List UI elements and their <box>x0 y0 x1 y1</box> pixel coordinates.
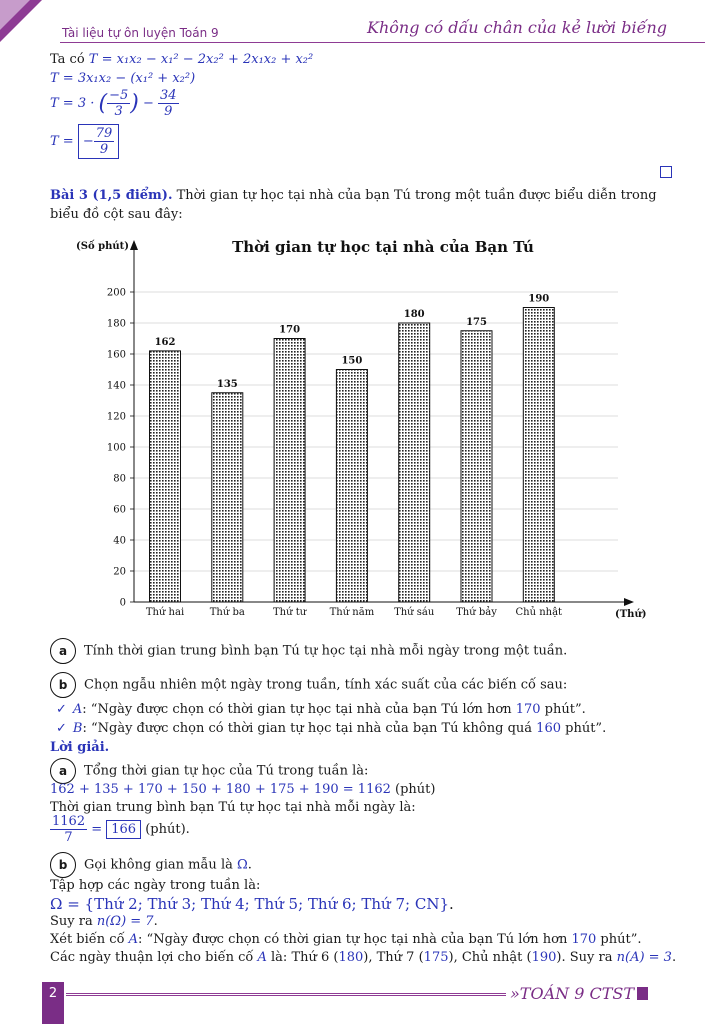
problem-text: Thời gian tự học tại nhà của bạn Tú trong một tuần được biểu diễn trong biểu đồ cột sau đây: <box>50 188 657 222</box>
solution-a-avg-intro: Thời gian trung bình bạn Tú tự học tại nhà mỗi ngày là: <box>50 800 416 815</box>
favorable-value-2: 175 <box>423 950 449 965</box>
fraction-denominator: 7 <box>64 830 73 845</box>
book-icon <box>637 987 648 1000</box>
favorable-prefix: Các ngày thuận lợi cho biến cố <box>50 950 258 965</box>
solution-b-badge: b <box>50 852 76 878</box>
prev-line-3 <box>50 88 179 119</box>
event-a-number: 170 <box>571 932 597 947</box>
x-tick-label: Thứ năm <box>329 607 375 618</box>
x-tick-label: Thứ hai <box>145 607 185 618</box>
event-b-item <box>50 721 606 736</box>
data-label: 180 <box>403 309 425 320</box>
prev-line-2: T = 3x₁x₂ − (x₁² + x₂²) <box>50 71 196 86</box>
fraction-34-9 <box>158 88 179 119</box>
question-b <box>50 672 567 698</box>
prev-line-1 <box>50 52 313 67</box>
question-a <box>50 638 567 664</box>
fraction-denominator: 9 <box>164 104 173 119</box>
favorable-text-2: ), Thứ 7 ( <box>363 950 424 965</box>
favorable-var: A <box>257 950 267 965</box>
question-b-text: Chọn ngẫu nhiên một ngày trong tuần, tính xác suất của các biến cố sau: <box>84 677 568 693</box>
event-b-text-end: phút”. <box>561 721 607 736</box>
solution-a-badge: a <box>50 758 76 784</box>
solution-b-set <box>50 895 454 913</box>
y-tick-label: 20 <box>113 566 126 578</box>
fraction-numerator: 34 <box>160 88 177 103</box>
data-label: 170 <box>279 324 301 336</box>
chart-x-axis-label: (Thứ) <box>615 609 647 620</box>
event-a-prefix: Xét biến cố <box>50 932 129 947</box>
data-label: 135 <box>216 378 238 390</box>
page-number: 2 <box>42 982 64 1024</box>
favorable-text-1: là: Thứ 6 ( <box>266 950 339 965</box>
sample-space-dot: . <box>449 895 454 913</box>
event-a-description: : “Ngày được chọn có thời gian tự học tại nhà của bạn Tú lớn hơn <box>138 932 572 947</box>
event-b-var: B <box>72 721 83 736</box>
chart-bars <box>150 294 555 603</box>
fraction-1162-7 <box>50 814 87 845</box>
solution-b-set-intro: Tập hợp các ngày trong tuần là: <box>50 878 261 893</box>
paren-close: ) <box>130 91 139 116</box>
boxed-result <box>78 124 119 159</box>
solution-a-sum-math: 162 + 135 + 170 + 150 + 180 + 175 + 190 = 1162 <box>50 782 391 797</box>
event-b-text: : “Ngày được chọn có thời gian tự học tại nhà của bạn Tú không quá <box>82 721 537 736</box>
y-axis-arrow-icon <box>130 240 138 250</box>
chart-y-axis-label: (Số phút) <box>76 241 129 252</box>
y-tick-label: 140 <box>106 380 126 392</box>
fraction-numerator: 79 <box>95 126 113 141</box>
x-tick-label: Thứ sáu <box>394 607 435 618</box>
minus-sign: − <box>138 96 159 111</box>
chart-title: Thời gian tự học tại nhà của Bạn Tú <box>232 238 534 256</box>
event-a-var: A <box>72 702 83 717</box>
footer-divider <box>66 993 506 996</box>
solution-a-intro-text: Tổng thời gian tự học của Tú trong tuần là: <box>84 763 369 779</box>
solution-a-intro <box>50 758 368 784</box>
footer-book-title <box>510 984 648 1003</box>
solution-b-event-a <box>50 932 641 947</box>
bar-chart <box>60 228 660 628</box>
x-tick-label: Thứ bảy <box>456 607 497 618</box>
x-tick-label: Chủ nhật <box>515 607 563 618</box>
solution-b-intro <box>50 852 252 878</box>
n-a-math: n(A) = 3 <box>616 950 672 965</box>
prev-line-3-prefix: T = 3 · <box>50 96 99 111</box>
n-omega-math: n(Ω) = 7 <box>96 914 154 929</box>
prev-line-4-prefix: T = <box>50 134 78 149</box>
fraction-denominator: 9 <box>99 142 109 157</box>
y-tick-label: 40 <box>113 535 126 547</box>
favorable-text-4: ). Suy ra <box>556 950 617 965</box>
corner-decoration-inner <box>0 0 30 30</box>
fraction-denominator: 3 <box>114 104 123 119</box>
bar <box>150 351 181 602</box>
question-a-text: Tính thời gian trung bình bạn Tú tự học tại nhà mỗi ngày trong một tuần. <box>84 643 568 659</box>
y-tick-label: 0 <box>119 597 126 609</box>
y-tick-label: 200 <box>106 287 126 299</box>
event-a-number: 170 <box>515 702 541 717</box>
y-tick-label: 100 <box>106 442 126 454</box>
omega-symbol: Ω <box>236 857 248 873</box>
paren-open: ( <box>98 91 108 116</box>
favorable-end: . <box>671 950 677 965</box>
footer-book-title-text: »TOÁN 9 CTST <box>510 984 635 1003</box>
solution-a-sum <box>50 782 435 797</box>
event-b-number: 160 <box>536 721 561 736</box>
header-left-title: Tài liệu tự ôn luyện Toán 9 <box>62 26 219 40</box>
fraction-neg5-3 <box>107 88 130 119</box>
y-tick-label: 60 <box>113 504 126 516</box>
fraction-numerator: 1162 <box>52 814 86 829</box>
bar <box>523 308 554 603</box>
sample-space-set: Ω = {Thứ 2; Thứ 3; Thứ 4; Thứ 5; Thứ 6; Thứ 7; CN} <box>50 895 449 913</box>
event-a-text: : “Ngày được chọn có thời gian tự học tại nhà của bạn Tú lớn hơn <box>82 702 516 717</box>
bar <box>274 339 305 603</box>
favorable-value-3: 190 <box>531 950 557 965</box>
checkmark-icon: ✓ <box>56 721 67 736</box>
x-axis-arrow-icon <box>624 598 634 606</box>
boxed-average-result: 166 <box>106 820 141 839</box>
x-tick-label: Thứ tư <box>272 607 307 618</box>
question-a-badge: a <box>50 638 76 664</box>
event-a-text-end: phút”. <box>540 702 586 717</box>
x-tick-label: Thứ ba <box>209 607 245 618</box>
solution-b-n-omega <box>50 914 158 929</box>
header-right-motto: Không có dấu chân của kẻ lười biếng <box>367 18 667 37</box>
problem-statement <box>50 186 675 224</box>
bar <box>461 331 492 602</box>
favorable-value-1: 180 <box>338 950 364 965</box>
favorable-text-3: ), Chủ nhật ( <box>448 950 532 965</box>
chart-axes <box>107 240 634 618</box>
qed-square-icon <box>660 166 672 178</box>
data-label: 190 <box>528 293 550 305</box>
checkmark-icon: ✓ <box>56 702 67 717</box>
data-label: 175 <box>466 316 487 328</box>
fraction-79-9 <box>94 126 115 157</box>
result-sign: − <box>82 134 94 149</box>
n-omega-end: . <box>153 914 158 929</box>
event-a-item <box>50 702 586 717</box>
fraction-numerator: −5 <box>109 88 129 103</box>
y-tick-label: 80 <box>113 473 126 485</box>
n-omega-prefix: Suy ra <box>50 914 97 929</box>
prev-line-1-math: T = x₁x₂ − x₁² − 2x₂² + 2x₁x₂ + x₂² <box>88 52 314 67</box>
y-tick-label: 180 <box>106 318 126 330</box>
y-tick-label: 120 <box>106 411 126 423</box>
equals-sign: = <box>87 822 107 837</box>
problem-title: Bài 3 (1,5 điểm). <box>50 188 173 203</box>
solution-a-avg-unit: (phút). <box>141 822 190 837</box>
solution-a-sum-unit: (phút) <box>390 782 436 797</box>
bar <box>212 393 243 602</box>
data-label: 150 <box>341 355 363 367</box>
prev-line-1-prefix: Ta có <box>50 52 89 67</box>
bar <box>336 370 367 603</box>
question-b-badge: b <box>50 672 76 698</box>
solution-a-avg <box>50 814 190 845</box>
solution-b-intro-end: . <box>247 857 252 873</box>
solution-heading: Lời giải. <box>50 740 110 755</box>
solution-b-intro-text: Gọi không gian mẫu là <box>84 857 237 873</box>
event-a-end: phút”. <box>596 932 642 947</box>
bar <box>399 323 430 602</box>
event-a-var: A <box>128 932 139 947</box>
solution-b-favorable <box>50 950 676 965</box>
y-tick-label: 160 <box>106 349 126 361</box>
data-label: 162 <box>154 336 176 348</box>
header-divider <box>60 42 705 43</box>
prev-line-4 <box>50 124 119 159</box>
